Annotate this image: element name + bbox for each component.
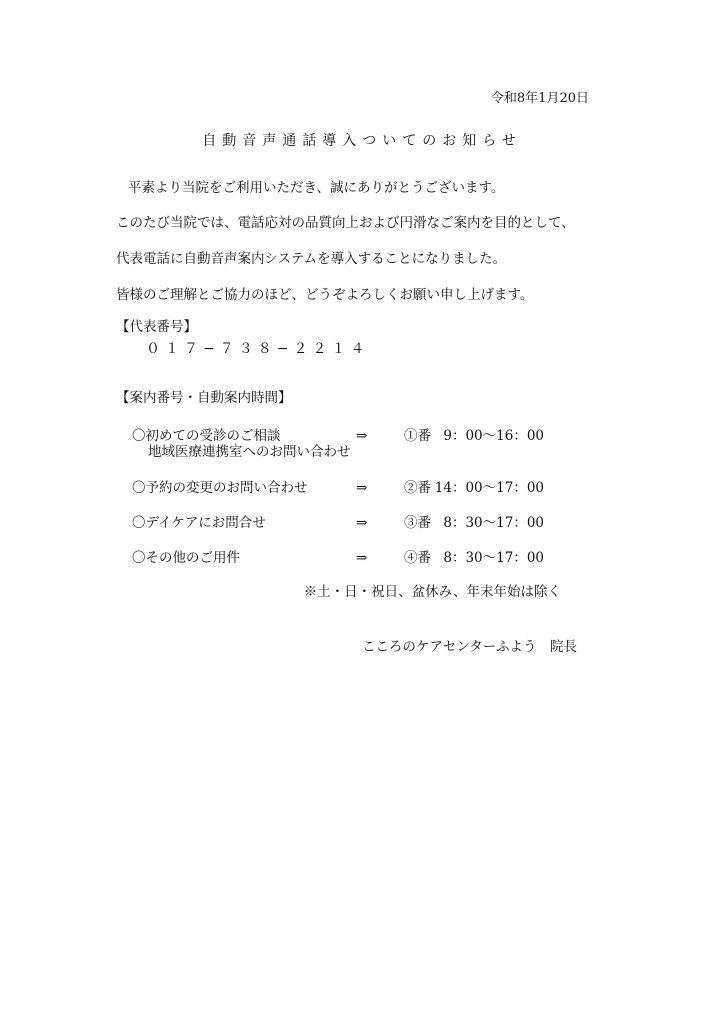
arrow-icon: ⇒	[356, 515, 368, 531]
arrow-icon: ⇒	[356, 480, 368, 496]
holiday-note: ※土・日・祝日、盆休み、年末年始は除く	[303, 584, 561, 600]
guide-row-number: ①番	[404, 428, 431, 444]
phone-heading: 【代表番号】	[116, 319, 197, 335]
signature: こころのケアセンターふよう 院長	[361, 639, 577, 655]
guide-row-label: 〇初めての受診のご相談	[132, 428, 281, 444]
notice-date: 令和8年1月20日	[490, 91, 589, 106]
guide-row-time: 8：30〜17：00	[443, 550, 544, 566]
phone-number: ０１７−７３８−２２１４	[146, 341, 370, 357]
guide-row-sublabel: 地域医療連携室へのお問い合わせ	[148, 444, 351, 460]
guide-heading: 【案内番号・自動案内時間】	[116, 390, 292, 406]
paragraph-request: 皆様のご理解とご協力のほど、どうぞよろしくお願い申し上げます。	[116, 287, 534, 303]
paragraph-greeting: 平素より当院をご利用いただき、誠にありがとうございます。	[128, 180, 505, 196]
paragraph-purpose: このたび当院では、電話応対の品質向上および円滑なご案内を目的として、	[116, 215, 575, 231]
guide-row-label: 〇予約の変更のお問い合わせ	[132, 480, 308, 496]
guide-row-number: ④番	[404, 550, 431, 566]
guide-row-label: 〇その他のご用件	[132, 550, 240, 566]
arrow-icon: ⇒	[356, 428, 368, 444]
guide-row-time: 14：00〜17：00	[434, 480, 544, 496]
paragraph-introduction: 代表電話に自動音声案内システムを導入することになりました。	[116, 251, 507, 267]
guide-row-time: 8：30〜17：00	[443, 515, 544, 531]
notice-title: 自動音声通話導入ついてのお知らせ	[202, 133, 522, 149]
guide-row-label: 〇デイケアにお問合せ	[132, 515, 266, 531]
guide-row-number: ③番	[404, 515, 431, 531]
arrow-icon: ⇒	[356, 550, 368, 566]
guide-row-number: ②番	[404, 480, 431, 496]
guide-row-time: 9：00〜16：00	[443, 428, 544, 444]
